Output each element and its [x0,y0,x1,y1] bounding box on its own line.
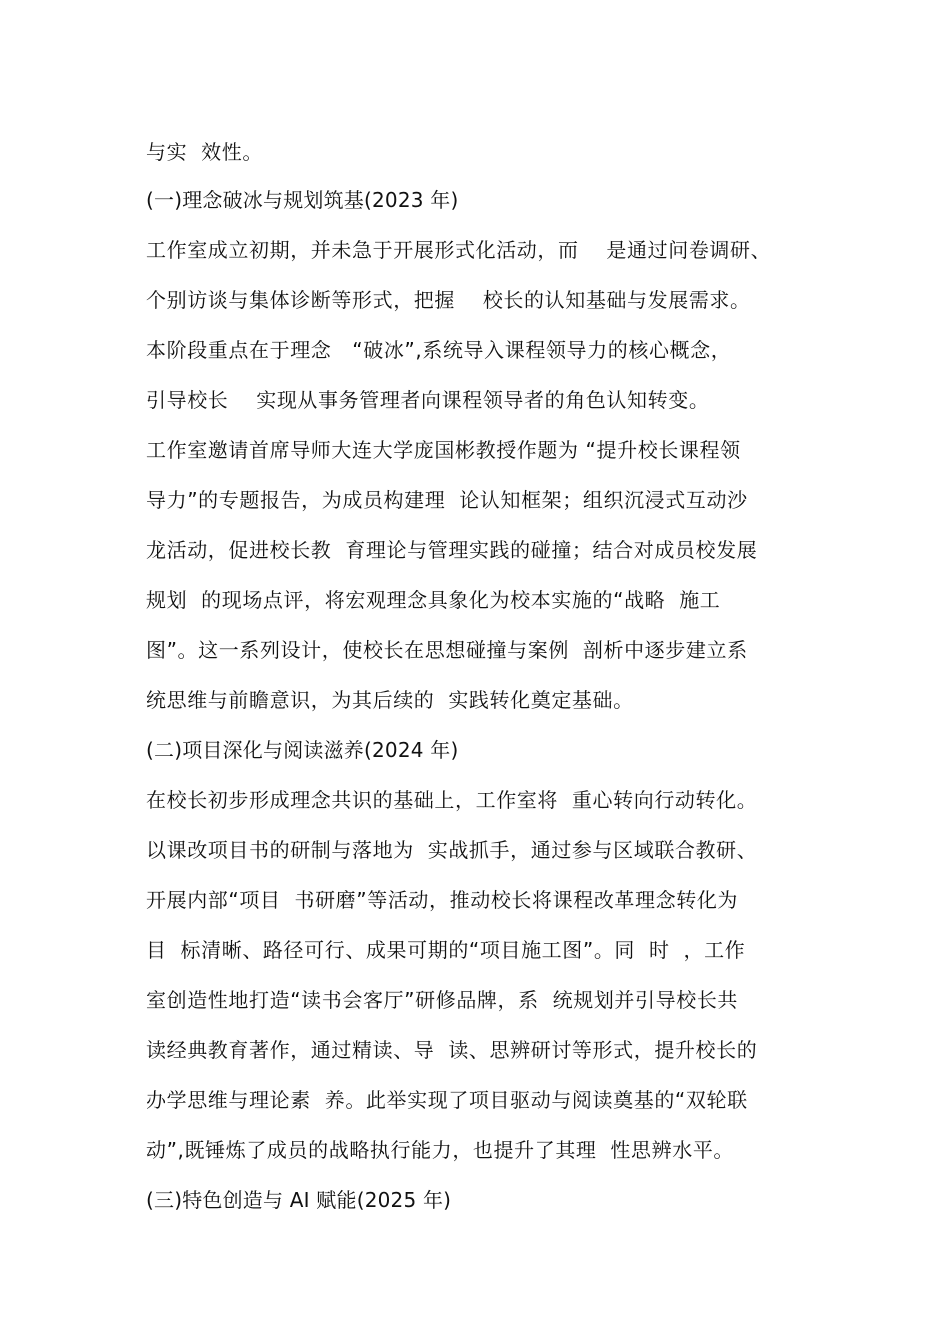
paragraph-line: 开展内部“项目 书研磨”等活动，推动校长将课程改革理念转化为 [146,888,739,912]
paragraph-line: 个别访谈与集体诊断等形式，把握 校长的认知基础与发展需求。 [146,288,751,312]
paragraph-line: 导力”的专题报告，为成员构建理 论认知框架；组织沉浸式互动沙 [146,488,748,512]
paragraph-line: 图”。这一系列设计，使校长在思想碰撞与案例 剖析中逐步建立系 [146,638,748,662]
paragraph-line: 目 标清晰、路径可行、成果可期的“项目施工图”。同 时 ，工作 [146,938,746,962]
paragraph-line: 工作室邀请首席导师大连大学庞国彬教授作题为 “提升校长课程领 [146,438,741,462]
paragraph-line: 动”,既锤炼了成员的战略执行能力，也提升了其理 性思辨水平。 [146,1138,735,1162]
paragraph-line: 办学思维与理论素 养。此举实现了项目驱动与阅读奠基的“双轮联 [146,1088,748,1112]
paragraph-line: 统思维与前瞻意识，为其后续的 实践转化奠定基础。 [146,688,634,712]
paragraph-line: 读经典教育著作，通过精读、导 读、思辨研讨等形式，提升校长的 [146,1038,758,1062]
section-heading: (二)项目深化与阅读滋养(2024 年) [146,738,459,762]
section-heading: (三)特色创造与 AI 赋能(2025 年) [146,1188,452,1212]
paragraph-line: 龙活动，促进校长教 育理论与管理实践的碰撞；结合对成员校发展 [146,538,758,562]
paragraph-line: 本阶段重点在于理念 “破冰”,系统导入课程领导力的核心概念， [146,338,732,362]
paragraph-line: 与实 效性。 [146,140,263,164]
paragraph-line: 以课改项目书的研制与落地为 实战抓手，通过参与区域联合教研、 [146,838,758,862]
paragraph-line: 工作室成立初期，并未急于开展形式化活动，而 是通过问卷调研、 [146,238,772,262]
paragraph-line: 规划 的现场点评，将宏观理念具象化为校本实施的“战略 施工 [146,588,721,612]
paragraph-line: 在校长初步形成理念共识的基础上，工作室将 重心转向行动转化。 [146,788,758,812]
paragraph-line: 引导校长 实现从事务管理者向课程领导者的角色认知转变。 [146,388,710,412]
paragraph-line: 室创造性地打造“读书会客厅”研修品牌，系 统规划并引导校长共 [146,988,739,1012]
section-heading: (一)理念破冰与规划筑基(2023 年) [146,188,459,212]
